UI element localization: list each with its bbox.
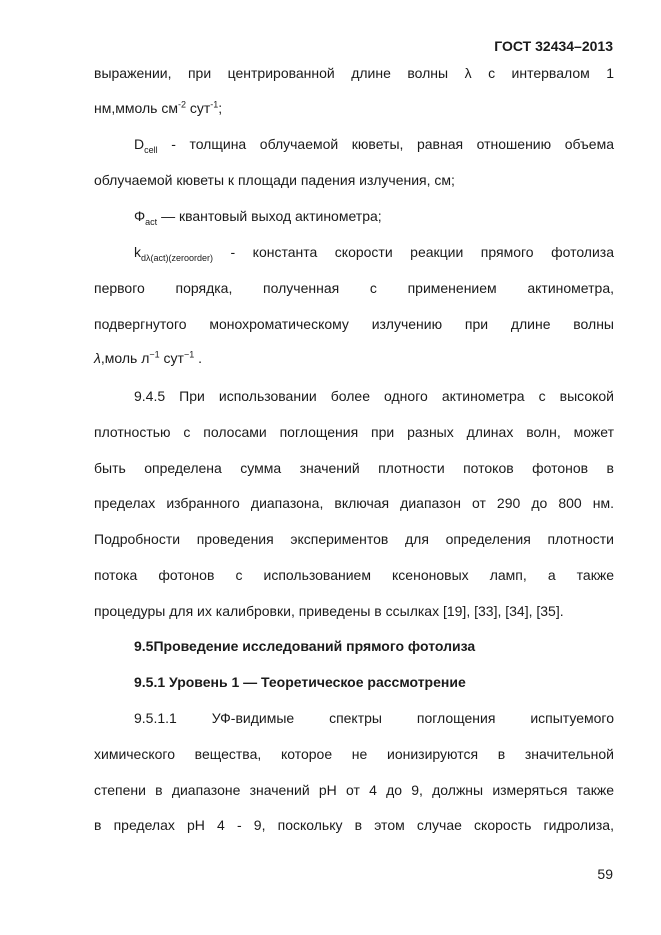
superscript: -2: [177, 99, 186, 110]
superscript: -1: [210, 99, 219, 110]
text-fragment: сут: [159, 350, 184, 366]
paragraph-line: степени в диапазоне значений рН от 4 до 9, должны измеряться также: [94, 782, 614, 798]
units-line: [94, 97, 614, 119]
section-heading-9-5-1: 9.5.1 Уровень 1 — Теоретическое рассмотрение: [134, 674, 466, 690]
paragraph-line: в пределах рН 4 - 9, поскольку в этом случае скорость гидролиза,: [94, 817, 614, 833]
k-definition-line: [134, 241, 614, 263]
paragraph-line: химического вещества, которое не ионизируются в значительной: [94, 746, 614, 762]
paragraph-line: первого порядка, полученная с применением актинометра,: [94, 280, 614, 296]
subscript: cell: [144, 144, 158, 155]
text-fragment: толщина облучаемой кюветы, равная отношению объема: [189, 136, 614, 152]
text-fragment: - константа скорости реакции прямого фотолиза: [213, 244, 614, 260]
text-fragment: ;: [218, 100, 223, 116]
subscript: act: [145, 216, 158, 227]
paragraph-line: процедуры для их калибровки, приведены в ссылках [19], [33], [34], [35].: [94, 603, 564, 619]
superscript: −1: [149, 349, 160, 360]
text-fragment: .: [194, 350, 203, 366]
paragraph-line: быть определена сумма значений плотности потоков фотонов в: [94, 460, 614, 476]
paragraph-line: 9.5.1.1 УФ-видимые спектры поглощения испытуемого: [134, 710, 614, 726]
paragraph-line: выражении, при центрированной длине волны λ с интервалом 1: [94, 65, 614, 81]
text-fragment: ,моль л: [100, 350, 150, 366]
text-fragment: — квантовый выход актинометра;: [157, 208, 382, 224]
paragraph-line: подвергнутого монохроматическому излучению при длине волны: [94, 316, 614, 332]
text-fragment: -: [157, 136, 190, 152]
lambda-symbol: λ: [94, 350, 101, 366]
text-fragment: нм,ммоль см: [94, 100, 178, 116]
document-standard-header: ГОСТ 32434–2013: [494, 38, 613, 54]
symbol: D: [134, 136, 145, 152]
section-heading-9-5: 9.5Проведение исследований прямого фотолиза: [134, 638, 476, 654]
paragraph-line: потока фотонов с использованием ксеноновых ламп, а также: [94, 567, 614, 583]
paragraph-line: Подробности проведения экспериментов для определения плотности: [94, 531, 614, 547]
subscript: dλ(act)(zeroorder): [141, 252, 214, 263]
paragraph-line: пределах избранного диапазона, включая диапазон от 290 до 800 нм.: [94, 495, 614, 511]
d-cell-definition-line: [134, 133, 614, 155]
text-fragment: сут: [185, 100, 211, 116]
symbol: k: [134, 244, 141, 260]
phi-act-definition-line: [134, 205, 614, 227]
superscript: −1: [183, 349, 195, 360]
symbol: Φ: [134, 208, 146, 224]
paragraph-line: 9.4.5 При использовании более одного актинометра с высокой: [134, 388, 614, 404]
units-line: [94, 347, 614, 369]
paragraph-line: плотностью с полосами поглощения при разных длинах волн, может: [94, 424, 614, 440]
page-number: 59: [597, 866, 613, 882]
paragraph-line: облучаемой кюветы к площади падения излучения, см;: [94, 172, 455, 188]
